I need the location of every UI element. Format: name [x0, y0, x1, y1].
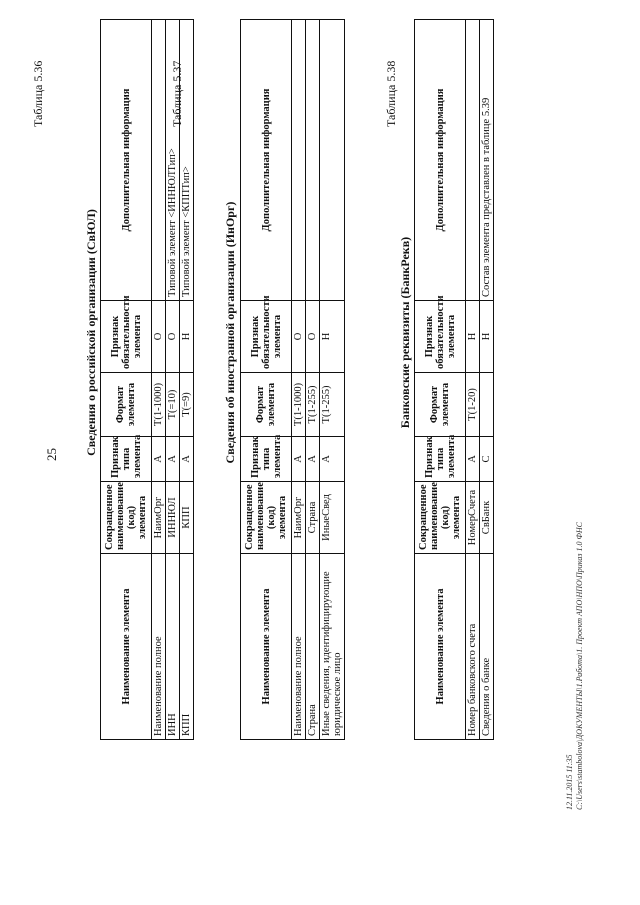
table-cell: ИННЮЛ [166, 482, 180, 554]
column-header: Формат элемента [101, 373, 152, 437]
table-5-38 [414, 19, 494, 740]
table-cell: КПП [180, 482, 194, 554]
table-cell: А [180, 437, 194, 482]
table-cell: Н [480, 301, 494, 373]
table-cell [306, 20, 320, 301]
table-title: Сведения о российской организации (СвЮЛ) [84, 209, 98, 456]
table-cell: Н [466, 301, 480, 373]
table-row [480, 20, 494, 740]
table-cell: Типовой элемент <КППТип> [180, 20, 194, 301]
table-cell: T(1-255) [306, 373, 320, 437]
column-header: Сокращенное наименование (код) элемента [415, 482, 466, 554]
table-cell: А [166, 437, 180, 482]
table-cell: Номер банковского счета [466, 554, 480, 740]
table-cell: О [166, 301, 180, 373]
stamp-line: 12.11.2015 11:35 [565, 754, 574, 810]
column-header: Признак типа элемента [415, 437, 466, 482]
table-cell: T(1-1000) [292, 373, 306, 437]
table-cell: T(1-1000) [152, 373, 166, 437]
table-cell: ИныеСвед [320, 482, 345, 554]
column-header: Признак обязательности элемента [241, 301, 292, 373]
table-5-36 [100, 19, 194, 740]
table-row [466, 20, 480, 740]
table-cell [292, 20, 306, 301]
stamp-line: С:\Users\stambolova\ДОКУМЕНТЫ\1.Работа\1. Проект АПО\НПО\Приказ 1.0 ФНС [575, 521, 584, 810]
table-row [166, 20, 180, 740]
file-path-stamp [565, 522, 585, 810]
table-title: Банковские реквизиты (БанкРекв) [398, 236, 412, 429]
table-cell: О [306, 301, 320, 373]
table-caption: Таблица 5.36 [31, 60, 45, 127]
table-cell: Наименование полное [152, 554, 166, 740]
table-cell: T(=9) [180, 373, 194, 437]
table-header-row [101, 20, 152, 740]
column-header: Наименование элемента [101, 554, 152, 740]
column-header: Признак типа элемента [101, 437, 152, 482]
table-cell: А [466, 437, 480, 482]
column-header: Формат элемента [415, 373, 466, 437]
table-cell [466, 20, 480, 301]
table-cell: Н [180, 301, 194, 373]
table-cell: Иные сведения, идентифицирующие юридическое лицо [320, 554, 345, 740]
table-cell: А [306, 437, 320, 482]
page-number: 25 [44, 448, 59, 461]
table-cell [320, 20, 345, 301]
column-header: Дополнительная информация [101, 20, 152, 301]
table-cell: НаимОрг [292, 482, 306, 554]
table-cell [480, 373, 494, 437]
column-header: Признак типа элемента [241, 437, 292, 482]
table-cell: НаимОрг [152, 482, 166, 554]
table-cell: T(1-255) [320, 373, 345, 437]
table-cell: С [480, 437, 494, 482]
column-header: Признак обязательности элемента [101, 301, 152, 373]
table-cell: О [152, 301, 166, 373]
table-header-row [415, 20, 466, 740]
table-cell: Н [320, 301, 345, 373]
column-header: Признак обязательности элемента [415, 301, 466, 373]
table-row [292, 20, 306, 740]
column-header: Дополнительная информация [241, 20, 292, 301]
column-header: Формат элемента [241, 373, 292, 437]
table-caption: Таблица 5.38 [384, 60, 398, 127]
column-header: Наименование элемента [241, 554, 292, 740]
table-cell: Наименование полное [292, 554, 306, 740]
table-cell: КПП [180, 554, 194, 740]
table-caption: Таблица 5.37 [170, 60, 184, 127]
column-header: Дополнительная информация [415, 20, 466, 301]
table-5-37 [240, 19, 345, 740]
column-header: Наименование элемента [415, 554, 466, 740]
table-cell [152, 20, 166, 301]
table-cell: А [320, 437, 345, 482]
table-title: Сведения об иностранной организации (ИнОрг) [223, 201, 237, 464]
table-cell: T(1-20) [466, 373, 480, 437]
table-cell: T(=10) [166, 373, 180, 437]
table-cell: Страна [306, 482, 320, 554]
table-cell: Состав элемента представлен в таблице 5.39 [480, 20, 494, 301]
table-row [152, 20, 166, 740]
table-cell: Типовой элемент <ИННЮЛТип> [166, 20, 180, 301]
table-cell: СвБанк [480, 482, 494, 554]
table-cell: Страна [306, 554, 320, 740]
table-cell: НомерСчета [466, 482, 480, 554]
table-cell: А [152, 437, 166, 482]
table-row [180, 20, 194, 740]
table-cell: Сведения о банке [480, 554, 494, 740]
column-header: Сокращенное наименование (код) элемента [241, 482, 292, 554]
table-row [320, 20, 345, 740]
table-cell: О [292, 301, 306, 373]
table-row [306, 20, 320, 740]
column-header: Сокращенное наименование (код) элемента [101, 482, 152, 554]
table-header-row [241, 20, 292, 740]
table-cell: А [292, 437, 306, 482]
table-cell: ИНН [166, 554, 180, 740]
